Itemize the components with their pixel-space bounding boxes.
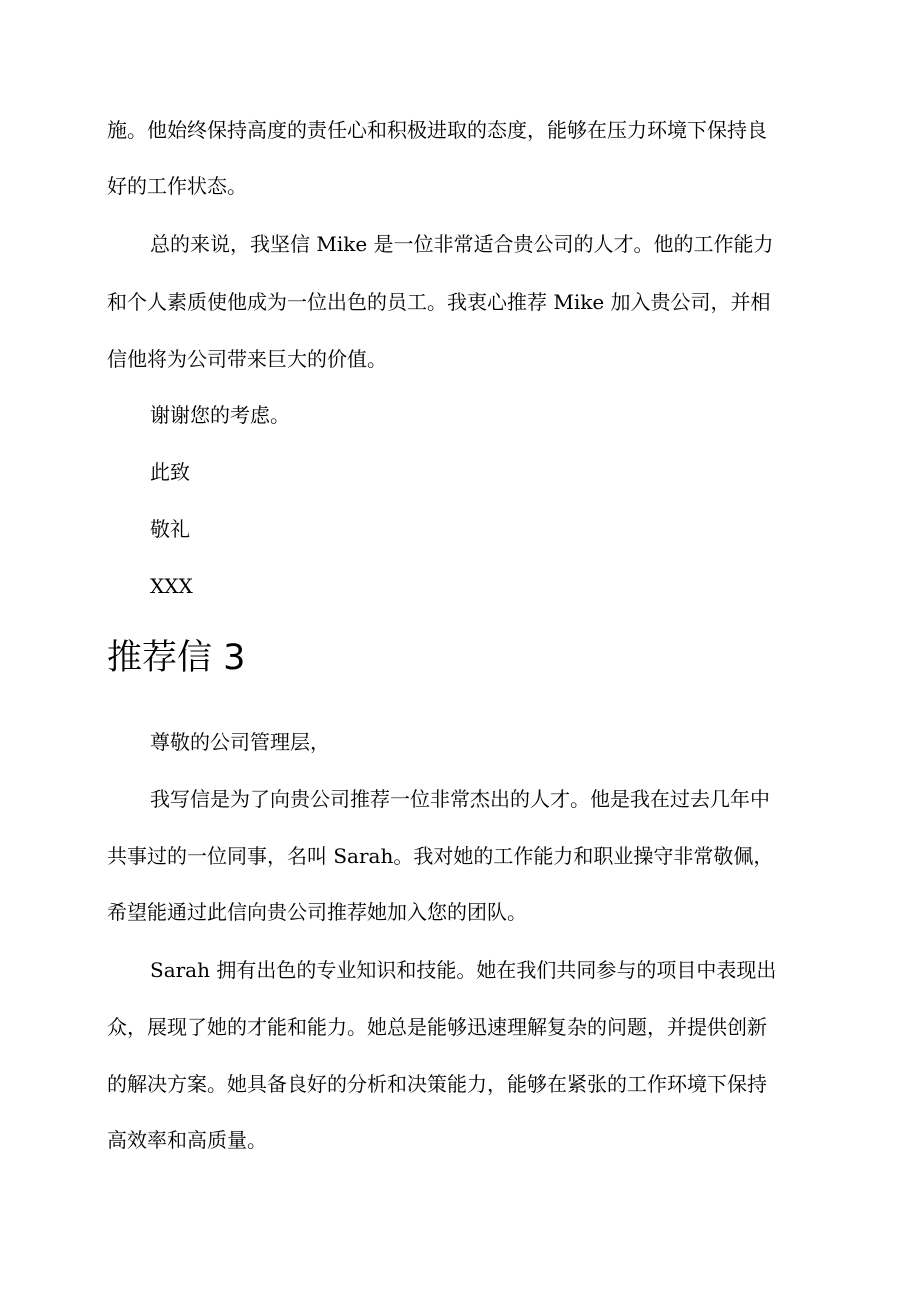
paragraph-line: 总的来说，我坚信 Mike 是一位非常适合贵公司的人才。他的工作能力	[150, 232, 774, 256]
closing-line: 敬礼	[150, 517, 190, 541]
paragraph-line: 好的工作状态。	[107, 174, 247, 198]
thanks-line: 谢谢您的考虑。	[150, 403, 290, 427]
paragraph-line: 信他将为公司带来巨大的价值。	[107, 347, 387, 371]
paragraph-line: 的解决方案。她具备良好的分析和决策能力，能够在紧张的工作环境下保持	[107, 1072, 767, 1096]
paragraph-line: 众，展现了她的才能和能力。她总是能够迅速理解复杂的问题，并提供创新	[107, 1015, 767, 1039]
closing-line: 此致	[150, 460, 190, 484]
paragraph-line: 施。他始终保持高度的责任心和积极进取的态度，能够在压力环境下保持良	[107, 118, 767, 142]
paragraph-line: 希望能通过此信向贵公司推荐她加入您的团队。	[107, 900, 527, 924]
paragraph-line: Sarah 拥有出色的专业知识和技能。她在我们共同参与的项目中表现出	[150, 958, 777, 982]
paragraph-line: 高效率和高质量。	[107, 1128, 267, 1152]
section-heading: 推荐信 3	[107, 638, 246, 678]
salutation: 尊敬的公司管理层，	[150, 730, 330, 754]
paragraph-line: 共事过的一位同事，名叫 Sarah。我对她的工作能力和职业操守非常敬佩，	[107, 844, 774, 868]
signature: XXX	[150, 574, 193, 598]
paragraph-line: 我写信是为了向贵公司推荐一位非常杰出的人才。他是我在过去几年中	[150, 787, 770, 811]
paragraph-line: 和个人素质使他成为一位出色的员工。我衷心推荐 Mike 加入贵公司，并相	[107, 290, 771, 314]
